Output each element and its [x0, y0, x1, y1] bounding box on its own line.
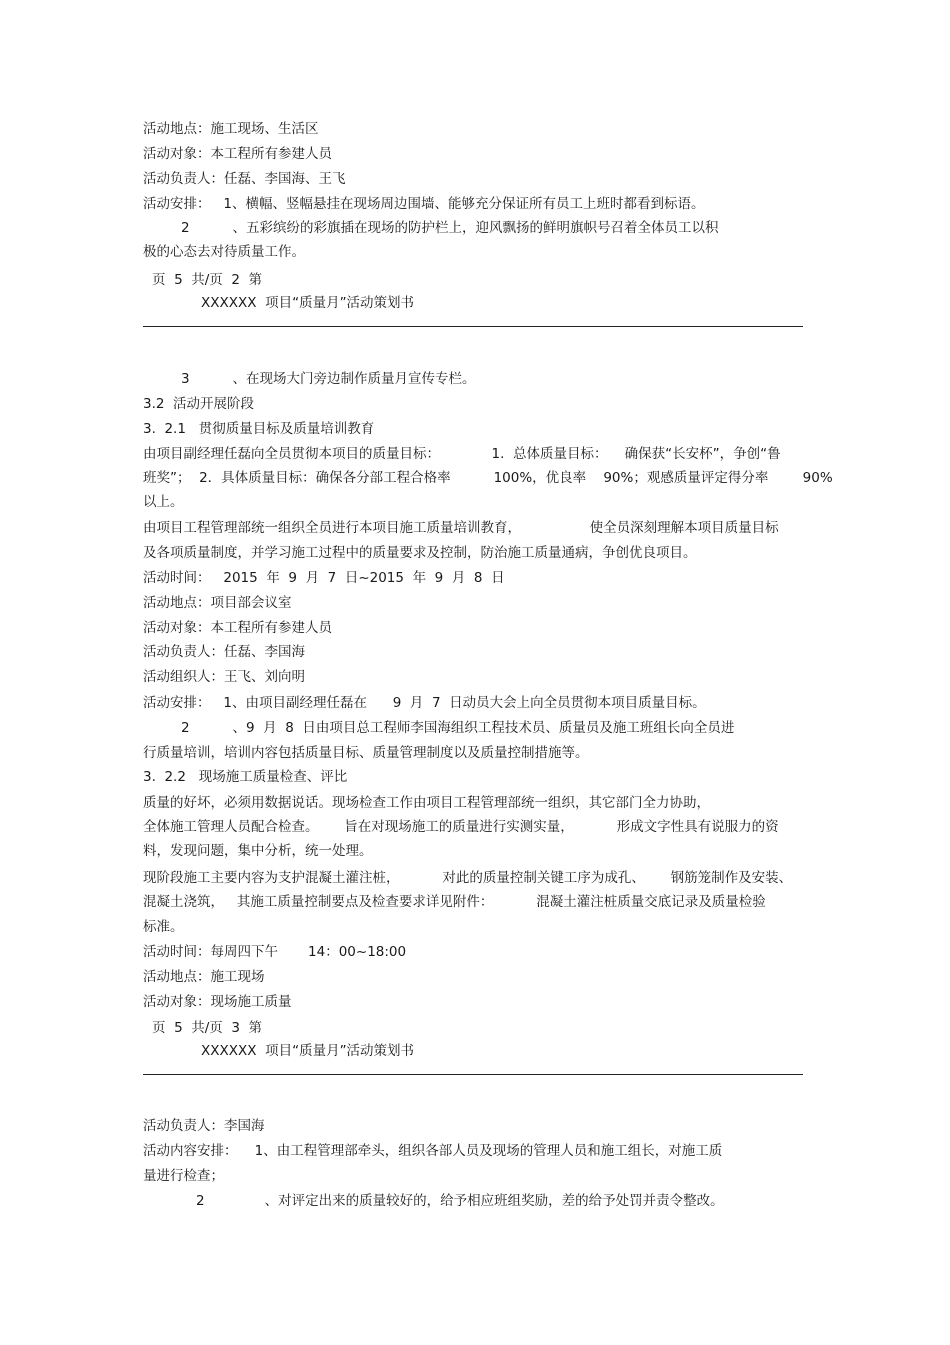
text-line: 活动安排： 1、由项目副经理任磊在 9 月 7 日动员大会上向全员贯彻本项目质量目标。	[143, 695, 706, 711]
text-line: 混凝土浇筑， 其施工质量控制要点及检查要求详见附件： 混凝土灌注桩质量交底记录及质量检验	[143, 894, 766, 910]
text-line: 现阶段施工主要内容为支护混凝土灌注桩， 对此的质量控制关键工序为成孔、 钢筋笼制作及安装、	[143, 870, 793, 886]
section-heading: 3.2 活动开展阶段	[143, 396, 255, 412]
header-divider	[143, 326, 803, 327]
text-line: 料，发现问题，集中分析，统一处理。	[143, 843, 373, 859]
text-line: 活动负责人：任磊、李国海	[143, 644, 305, 660]
text-line: 以上。	[143, 494, 184, 510]
text-line: 活动负责人：任磊、李国海、王飞	[143, 171, 346, 187]
text-line: 活动安排： 1、横幅、竖幅悬挂在现场周边围墙、能够充分保证所有员工上班时都看到标语。	[143, 196, 705, 212]
text-line: 行质量培训，培训内容包括质量目标、质量管理制度以及质量控制措施等。	[143, 745, 589, 761]
text-line: 活动对象：本工程所有参建人员	[143, 146, 332, 162]
text-line: 活动时间：每周四下午 14：00~18:00	[143, 944, 407, 960]
text-line: 由项目工程管理部统一组织全员进行本项目施工质量培训教育， 使全员深刻理解本项目质量目标	[143, 520, 779, 536]
text-line: 活动地点：项目部会议室	[143, 595, 292, 611]
text-line: 活动内容安排： 1、由工程管理部牵头，组织各部人员及现场的管理人员和施工组长，对施工质	[143, 1143, 723, 1159]
text-line: 2 、9 月 8 日由项目总工程师李国海组织工程技术员、质量员及施工班组长向全员进	[181, 720, 735, 736]
text-line: 2 、五彩缤纷的彩旗插在现场的防护栏上，迎风飘扬的鲜明旗帜号召着全体员工以积	[181, 220, 719, 236]
text-line: 3 、在现场大门旁边制作质量月宣传专栏。	[181, 371, 476, 387]
text-line: 活动负责人：李国海	[143, 1118, 265, 1134]
text-line: 活动对象：现场施工质量	[143, 994, 292, 1010]
text-line: 活动时间： 2015 年 9 月 7 日~2015 年 9 月 8 日	[143, 570, 505, 586]
text-line: 标准。	[143, 919, 184, 935]
text-line: 全体施工管理人员配合检查。 旨在对现场施工的质量进行实测实量， 形成文字性具有说服力的资	[143, 819, 779, 835]
text-line: 活动地点：施工现场、生活区	[143, 121, 319, 137]
page-number: 页 5 共/页 2 第	[152, 272, 263, 288]
text-line: 活动对象：本工程所有参建人员	[143, 620, 332, 636]
running-header: XXXXXX 项目“质量月”活动策划书	[201, 295, 415, 311]
text-line: 活动组织人：王飞、刘向明	[143, 669, 305, 685]
text-line: 由项目副经理任磊向全员贯彻本项目的质量目标： 1. 总体质量目标： 确保获“长安杯”，争创“鲁	[143, 446, 781, 462]
text-line: 量进行检查；	[143, 1168, 224, 1184]
text-line: 极的心态去对待质量工作。	[143, 244, 305, 260]
text-line: 班奖”； 2．具体质量目标：确保各分部工程合格率 100%，优良率 90%；观感质量评定得分率 90%	[143, 470, 833, 486]
section-heading: 3. 2.1 贯彻质量目标及质量培训教育	[143, 421, 375, 437]
text-line: 2 、对评定出来的质量较好的，给予相应班组奖励，差的给予处罚并责令整改。	[196, 1193, 724, 1209]
text-line: 及各项质量制度，并学习施工过程中的质量要求及控制，防治施工质量通病，争创优良项目。	[143, 545, 697, 561]
header-divider	[143, 1074, 803, 1075]
text-line: 质量的好坏，必须用数据说话。现场检查工作由项目工程管理部统一组织，其它部门全力协助，	[143, 795, 710, 811]
running-header: XXXXXX 项目“质量月”活动策划书	[201, 1043, 415, 1059]
text-line: 活动地点：施工现场	[143, 969, 265, 985]
page-number: 页 5 共/页 3 第	[152, 1020, 263, 1036]
section-heading: 3. 2.2 现场施工质量检查、评比	[143, 769, 348, 785]
